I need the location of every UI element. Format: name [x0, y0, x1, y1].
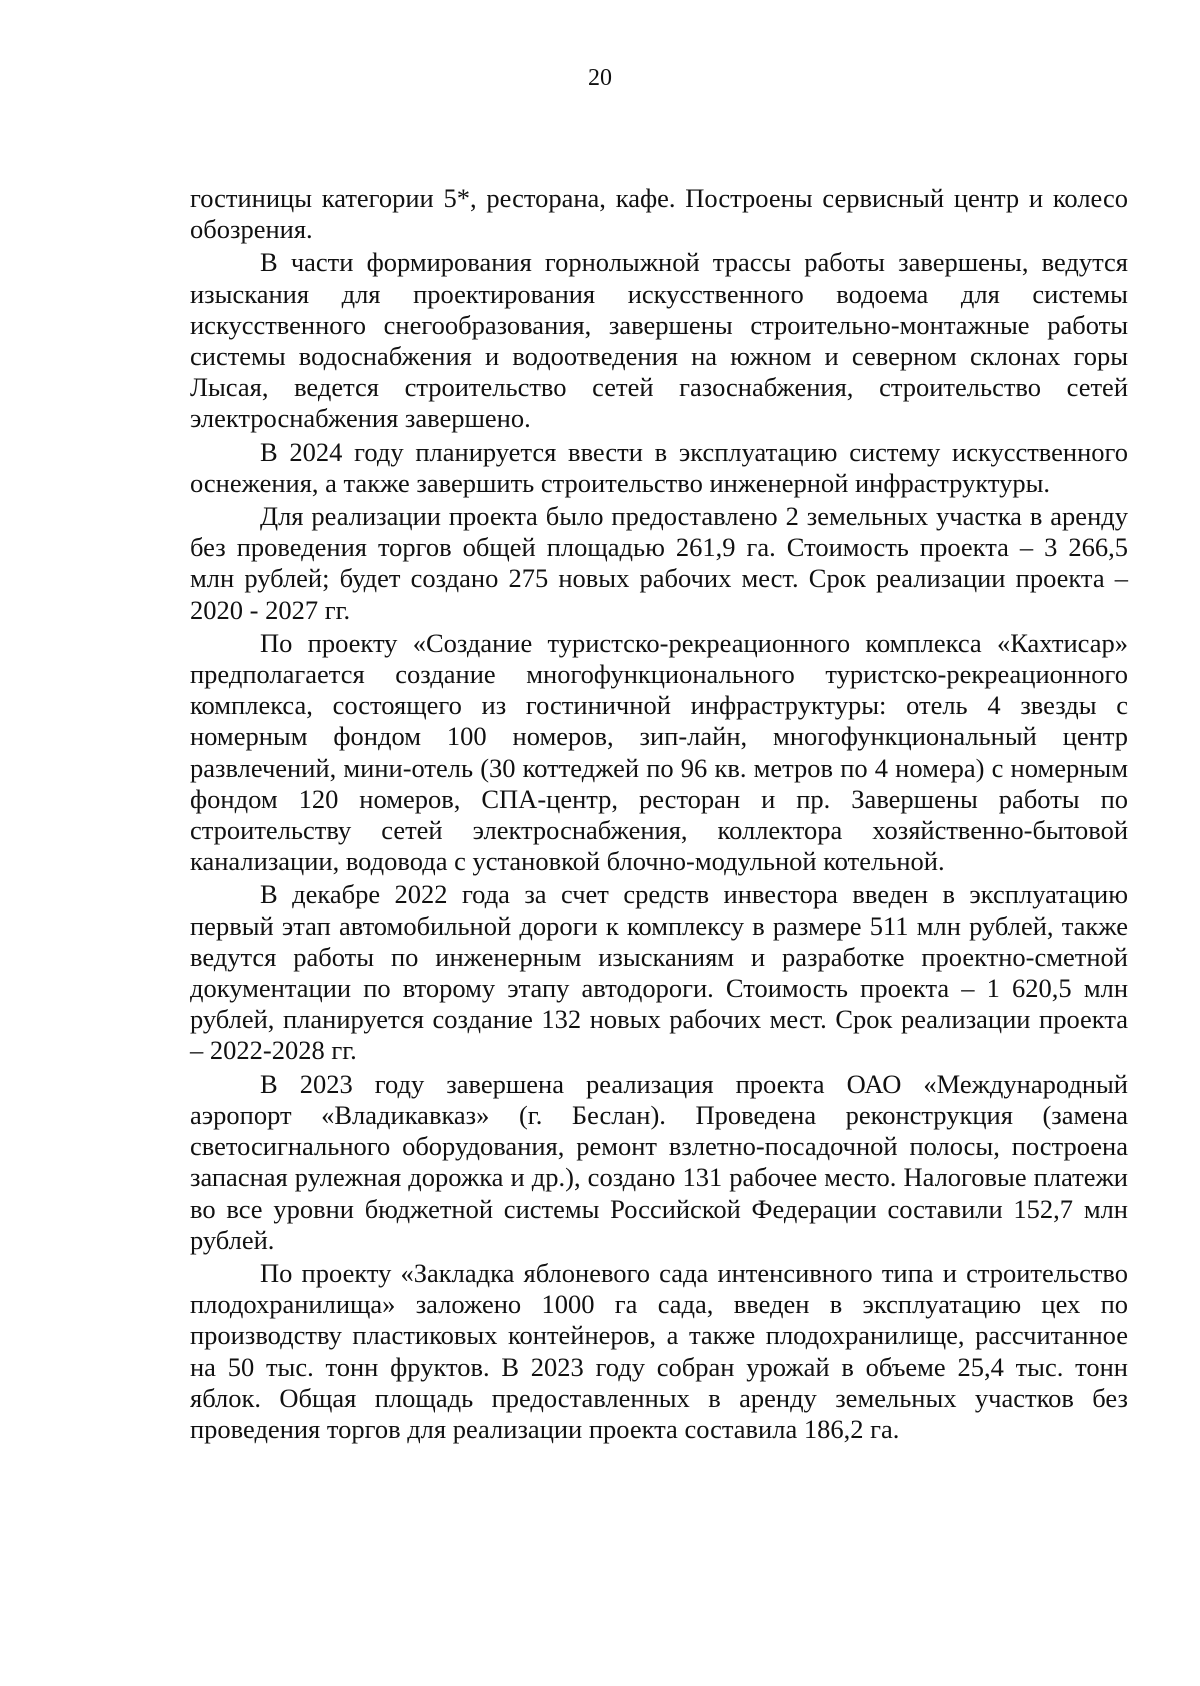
paragraph-airport: В 2023 году завершена реализация проекта ОАО «Международный аэропорт «Владикавказ» (г. Беслан). Проведена реконструкция (замена светосигнального оборудования, ремонт взлетно-посадочной полосы, построена запасная рулежная дорожка и др.), создано 131 рабочее место. Налоговые платежи во все уровни бюджетной системы Российской Федерации составили 152,7 млн рублей. [190, 1068, 1128, 1255]
paragraph-2024-plan: В 2024 году планируется ввести в эксплуатацию систему искусственного оснежения, а также завершить строительство инженерной инфраструктуры. [190, 436, 1128, 498]
paragraph-kakhtisar: По проекту «Создание туристско-рекреационного комплекса «Кахтисар» предполагается создание многофункционального туристско-рекреационного комплекса, состоящего из гостиничной инфраструктуры: отель 4 звезды с номерным фондом 100 номеров, зип-лайн, многофункциональный центр развлечений, мини-отель (30 коттеджей по 96 кв. метров по 4 номера) с номерным фондом 120 номеров, СПА-центр, ресторан и пр. Завершены работы по строительству сетей электроснабжения, коллектора хозяйственно-бытовой канализации, водовода с установкой блочно-модульной котельной. [190, 627, 1128, 877]
document-body [190, 183, 1128, 1447]
paragraph-ski-slope: В части формирования горнолыжной трассы работы завершены, ведутся изыскания для проектирования искусственного водоема для системы искусственного снегообразования, завершены строительно-монтажные работы системы водоснабжения и водоотведения на южном и северном склонах горы Лысая, ведется строительство сетей газоснабжения, строительство сетей электроснабжения завершено. [190, 247, 1128, 434]
paragraph-continuation: гостиницы категории 5*, ресторана, кафе. Построены сервисный центр и колесо обозрения. [190, 183, 1128, 245]
paragraph-apple-orchard: По проекту «Закладка яблоневого сада интенсивного типа и строительство плодохранилища» заложено 1000 га сада, введен в эксплуатацию цех по производству пластиковых контейнеров, а также плодохранилище, рассчитанное на 50 тыс. тонн фруктов. В 2023 году собран урожай в объеме 25,4 тыс. тонн яблок. Общая площадь предоставленных в аренду земельных участков без проведения торгов для реализации проекта составила 186,2 га. [190, 1257, 1128, 1444]
page-number: 20 [588, 65, 612, 91]
paragraph-land-plots: Для реализации проекта было предоставлено 2 земельных участка в аренду без проведения торгов общей площадью 261,9 га. Стоимость проекта – 3 266,5 млн рублей; будет создано 275 новых рабочих мест. Срок реализации проекта – 2020 - 2027 гг. [190, 501, 1128, 625]
paragraph-road-2022: В декабре 2022 года за счет средств инвестора введен в эксплуатацию первый этап автомобильной дороги к комплексу в размере 511 млн рублей, также ведутся работы по инженерным изысканиям и разработке проектно-сметной документации по второму этапу автодороги. Стоимость проекта – 1 620,5 млн рублей, планируется создание 132 новых рабочих мест. Срок реализации проекта – 2022-2028 гг. [190, 879, 1128, 1066]
